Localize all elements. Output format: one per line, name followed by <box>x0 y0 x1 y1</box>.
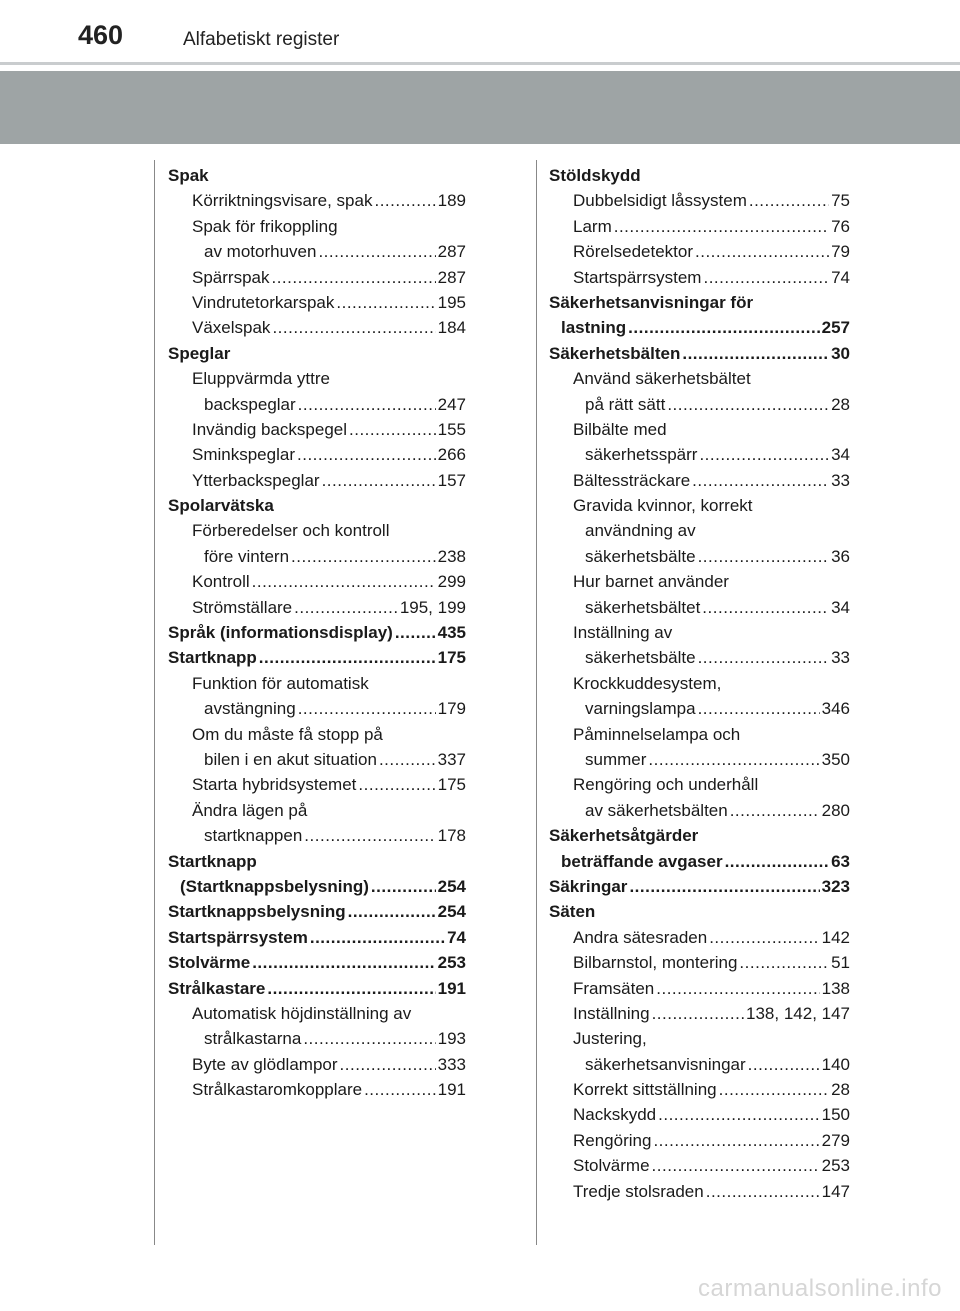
page-reference: 79 <box>831 242 850 262</box>
index-term: Nackskydd <box>573 1105 657 1125</box>
index-entry <box>168 417 466 442</box>
page-reference: 175 <box>437 648 466 668</box>
index-term: Växelspak <box>192 318 271 338</box>
dot-leader <box>371 874 436 899</box>
page-reference: 179 <box>437 699 466 719</box>
index-entry <box>168 493 466 518</box>
index-term: (Startknappsbelysning) <box>180 876 369 896</box>
index-entry <box>549 1102 850 1127</box>
index-term: Körriktningsvisare, spak <box>192 191 373 211</box>
index-entry <box>168 899 466 924</box>
index-term: Startknapp <box>168 648 257 668</box>
index-term: användning av <box>585 521 696 541</box>
index-term: Stöldskydd <box>549 166 641 185</box>
index-entry <box>549 925 850 950</box>
page-reference: 28 <box>831 394 850 414</box>
index-term: beträffande avgaser <box>561 851 723 871</box>
index-term: Använd säkerhetsbältet <box>573 369 751 389</box>
dot-leader <box>719 1077 829 1102</box>
index-term: av säkerhetsbälten <box>585 800 728 820</box>
dot-leader <box>336 290 435 315</box>
index-term: Ytterbackspeglar <box>192 470 320 490</box>
index-term: Startspärrsystem <box>573 267 702 287</box>
page-reference: 253 <box>821 1156 850 1176</box>
index-entry <box>549 544 850 569</box>
page-reference: 147 <box>821 1181 850 1201</box>
index-column-left <box>168 163 466 1102</box>
dot-leader <box>374 188 435 213</box>
page-reference: 74 <box>831 267 850 287</box>
index-entry <box>168 366 466 391</box>
index-entry <box>549 214 850 239</box>
dot-leader <box>658 1102 819 1127</box>
index-entry <box>168 671 466 696</box>
page-reference: 138 <box>821 978 850 998</box>
index-term: Rengöring och underhåll <box>573 775 759 795</box>
index-term: Stolvärme <box>573 1156 650 1176</box>
dot-leader <box>695 239 829 264</box>
dot-leader <box>379 747 436 772</box>
index-term: Rengöring <box>573 1130 652 1150</box>
dot-leader <box>259 645 436 670</box>
index-term: Inställning av <box>573 623 673 643</box>
index-entry <box>168 595 466 620</box>
column-rule-left <box>154 160 155 1245</box>
index-term: Spak för frikoppling <box>192 216 338 236</box>
page-reference: 28 <box>831 1080 850 1100</box>
dot-leader <box>682 341 829 366</box>
dot-leader <box>699 442 829 467</box>
page-reference: 74 <box>447 927 466 947</box>
index-term: strålkastarna <box>204 1029 302 1049</box>
page-reference: 191 <box>437 978 466 998</box>
index-entry <box>549 1001 850 1026</box>
index-term: Justering, <box>573 1029 647 1049</box>
index-entry <box>549 417 850 442</box>
page-reference: 34 <box>831 445 850 465</box>
dot-leader <box>395 620 436 645</box>
index-entry <box>168 950 466 975</box>
index-term: Startknapp <box>168 851 257 871</box>
index-term: varningslampa <box>585 699 696 719</box>
index-term: Automatisk höjdinställning av <box>192 1003 412 1023</box>
index-entry <box>168 392 466 417</box>
index-term: avstängning <box>204 699 296 719</box>
index-term: Stolvärme <box>168 953 251 973</box>
index-term: Andra sätesraden <box>573 927 708 947</box>
dot-leader <box>698 696 820 721</box>
index-entry <box>168 214 466 239</box>
dot-leader <box>698 645 830 670</box>
index-term: startknappen <box>204 826 303 846</box>
page-reference: 337 <box>437 749 466 769</box>
index-entry <box>168 823 466 848</box>
index-entry <box>549 1052 850 1077</box>
dot-leader <box>703 265 829 290</box>
dot-leader <box>298 696 436 721</box>
page-reference: 36 <box>831 546 850 566</box>
index-entry <box>549 823 850 848</box>
index-entry <box>168 315 466 340</box>
index-term: säkerhetsbälte <box>585 648 696 668</box>
index-entry <box>549 265 850 290</box>
index-entry <box>549 1026 850 1051</box>
dot-leader <box>358 772 435 797</box>
dot-leader <box>667 392 829 417</box>
dot-leader <box>322 468 436 493</box>
index-column-right <box>549 163 850 1204</box>
index-term: säkerhetsbältet <box>585 597 701 617</box>
index-term: Bältessträckare <box>573 470 691 490</box>
index-entry <box>168 976 466 1001</box>
dot-leader <box>629 874 819 899</box>
page-reference: 30 <box>831 343 850 363</box>
page-reference: 155 <box>437 419 466 439</box>
index-entry <box>168 772 466 797</box>
dot-leader <box>748 1052 820 1077</box>
index-term: säkerhetsbälte <box>585 546 696 566</box>
index-entry <box>549 493 850 518</box>
dot-leader <box>706 1179 820 1204</box>
index-term: Vindrutetorkarspak <box>192 292 335 312</box>
dot-leader <box>652 1001 744 1026</box>
index-term: Bilbarnstol, montering <box>573 953 738 973</box>
page-reference: 350 <box>821 749 850 769</box>
index-term: Säkerhetsbälten <box>549 343 681 363</box>
dot-leader <box>652 1153 820 1178</box>
page-reference: 76 <box>831 216 850 236</box>
page-reference: 195, 199 <box>399 597 466 617</box>
page-reference: 279 <box>821 1130 850 1150</box>
page-reference: 178 <box>437 826 466 846</box>
column-rule-middle <box>536 160 537 1245</box>
dot-leader <box>267 976 435 1001</box>
index-term: Strålkastaromkopplare <box>192 1080 363 1100</box>
index-entry <box>168 265 466 290</box>
page-reference: 195 <box>437 292 466 312</box>
index-term: före vintern <box>204 546 290 566</box>
dot-leader <box>252 569 436 594</box>
dot-leader <box>291 544 436 569</box>
index-entry <box>168 1052 466 1077</box>
index-entry <box>549 798 850 823</box>
page-reference: 138, 142, 147 <box>746 1003 850 1023</box>
index-entry <box>549 188 850 213</box>
page-reference: 189 <box>437 191 466 211</box>
index-entry <box>549 950 850 975</box>
page-reference: 63 <box>831 851 850 871</box>
index-term: Språk (informationsdisplay) <box>168 623 393 643</box>
page-reference: 266 <box>437 445 466 465</box>
page-reference: 333 <box>437 1054 466 1074</box>
dot-leader <box>648 747 819 772</box>
dot-leader <box>730 798 820 823</box>
dot-leader <box>252 950 435 975</box>
index-term: Starta hybridsystemet <box>192 775 357 795</box>
page-number: 460 <box>78 20 124 50</box>
page-reference: 257 <box>821 318 850 338</box>
page-reference: 280 <box>821 800 850 820</box>
page-reference: 253 <box>437 953 466 973</box>
index-entry <box>168 620 466 645</box>
index-entry <box>549 468 850 493</box>
header-divider <box>0 62 960 65</box>
dot-leader <box>310 925 445 950</box>
index-entry <box>168 798 466 823</box>
index-term: bilen i en akut situation <box>204 749 377 769</box>
index-term: Byte av glödlampor <box>192 1054 338 1074</box>
index-term: Förberedelser och kontroll <box>192 521 390 541</box>
index-term: backspeglar <box>204 394 296 414</box>
page-reference: 175 <box>437 775 466 795</box>
index-entry <box>549 518 850 543</box>
page-reference: 287 <box>437 242 466 262</box>
index-term: säkerhetsspärr <box>585 445 698 465</box>
page-reference: 193 <box>437 1029 466 1049</box>
index-term: Korrekt sittställning <box>573 1080 717 1100</box>
index-term: Påminnelselampa och <box>573 724 741 744</box>
section-title: Alfabetiskt register <box>183 29 340 50</box>
page-reference: 191 <box>437 1080 466 1100</box>
page-reference: 75 <box>831 191 850 211</box>
page-reference: 34 <box>831 597 850 617</box>
page-reference: 184 <box>437 318 466 338</box>
index-entry <box>549 290 850 315</box>
index-entry <box>168 163 466 188</box>
index-term: lastning <box>561 318 627 338</box>
index-term: Dubbelsidigt låssystem <box>573 191 747 211</box>
index-entry <box>168 239 466 264</box>
index-entry <box>549 874 850 899</box>
index-term: Startknappsbelysning <box>168 902 346 922</box>
index-term: Tredje stolsraden <box>573 1181 704 1201</box>
index-term: Inställning <box>573 1003 650 1023</box>
index-term: Strömställare <box>192 597 293 617</box>
index-term: Invändig backspegel <box>192 419 348 439</box>
dot-leader <box>614 214 829 239</box>
dot-leader <box>348 899 436 924</box>
index-term: Spak <box>168 166 209 185</box>
page-reference: 238 <box>437 546 466 566</box>
index-entry <box>168 645 466 670</box>
page-reference: 33 <box>831 470 850 490</box>
index-term: Säkerhetsanvisningar för <box>549 292 754 312</box>
index-entry <box>549 722 850 747</box>
index-entry <box>168 722 466 747</box>
index-entry <box>168 569 466 594</box>
index-term: Sminkspeglar <box>192 445 295 465</box>
header-band <box>0 71 960 144</box>
index-term: Kontroll <box>192 572 250 592</box>
index-term: Spolarvätska <box>168 496 274 516</box>
index-term: säkerhetsanvisningar <box>585 1054 746 1074</box>
index-entry <box>549 392 850 417</box>
dot-leader <box>702 595 829 620</box>
index-term: Säkringar <box>549 876 628 896</box>
index-term: Gravida kvinnor, korrekt <box>573 496 753 516</box>
index-entry <box>168 1026 466 1051</box>
index-term: Säten <box>549 902 596 922</box>
index-entry <box>168 442 466 467</box>
index-entry <box>549 976 850 1001</box>
index-entry <box>549 747 850 772</box>
index-entry <box>549 772 850 797</box>
page-reference: 51 <box>831 953 850 973</box>
index-term: Startspärrsystem <box>168 927 308 947</box>
index-entry <box>549 1153 850 1178</box>
index-term: Framsäten <box>573 978 655 998</box>
index-term: Spärrspak <box>192 267 270 287</box>
index-entry <box>168 1001 466 1026</box>
dot-leader <box>364 1077 436 1102</box>
index-term: Larm <box>573 216 612 236</box>
dot-leader <box>272 315 435 340</box>
index-entry <box>549 696 850 721</box>
page-reference: 254 <box>437 902 466 922</box>
index-entry <box>549 645 850 670</box>
index-entry <box>168 544 466 569</box>
index-entry <box>168 925 466 950</box>
page-reference: 142 <box>821 927 850 947</box>
dot-leader <box>271 265 435 290</box>
dot-leader <box>298 392 436 417</box>
index-entry <box>168 696 466 721</box>
page-reference: 157 <box>437 470 466 490</box>
index-entry <box>168 747 466 772</box>
index-entry <box>549 620 850 645</box>
dot-leader <box>304 823 435 848</box>
dot-leader <box>318 239 435 264</box>
page-reference: 247 <box>437 394 466 414</box>
page-reference: 435 <box>437 623 466 643</box>
index-entry <box>549 671 850 696</box>
index-entry <box>168 874 466 899</box>
dot-leader <box>349 417 436 442</box>
index-term: Eluppvärmda yttre <box>192 369 330 389</box>
page-reference: 33 <box>831 648 850 668</box>
index-term: Hur barnet använder <box>573 572 729 592</box>
dot-leader <box>749 188 829 213</box>
page-reference: 323 <box>821 876 850 896</box>
dot-leader <box>725 849 830 874</box>
index-entry <box>549 849 850 874</box>
dot-leader <box>739 950 829 975</box>
dot-leader <box>656 976 819 1001</box>
dot-leader <box>297 442 436 467</box>
index-entry <box>168 341 466 366</box>
page-reference: 140 <box>821 1054 850 1074</box>
index-term: Funktion för automatisk <box>192 673 369 693</box>
dot-leader <box>653 1128 819 1153</box>
index-term: Strålkastare <box>168 978 266 998</box>
index-entry <box>168 188 466 213</box>
dot-leader <box>692 468 829 493</box>
page-reference: 254 <box>437 876 466 896</box>
dot-leader <box>709 925 819 950</box>
index-term: av motorhuven <box>204 242 317 262</box>
index-entry <box>549 239 850 264</box>
dot-leader <box>698 544 830 569</box>
index-entry <box>168 468 466 493</box>
index-entry <box>549 1077 850 1102</box>
index-entry <box>549 163 850 188</box>
index-entry <box>549 341 850 366</box>
index-term: Om du måste få stopp på <box>192 724 383 744</box>
index-term: Speglar <box>168 343 231 363</box>
index-entry <box>168 849 466 874</box>
index-entry <box>168 518 466 543</box>
index-term: Krockkuddesystem, <box>573 673 722 693</box>
page-reference: 287 <box>437 267 466 287</box>
dot-leader <box>303 1026 435 1051</box>
page-reference: 150 <box>821 1105 850 1125</box>
index-entry <box>549 569 850 594</box>
index-term: Ändra lägen på <box>192 800 308 820</box>
dot-leader <box>294 595 398 620</box>
index-entry <box>549 442 850 467</box>
watermark: carmanualsonline.info <box>698 1275 942 1302</box>
index-term: på rätt sätt <box>585 394 666 414</box>
index-term: Säkerhetsåtgärder <box>549 826 699 846</box>
index-entry <box>549 1128 850 1153</box>
index-entry <box>549 1179 850 1204</box>
index-entry <box>549 899 850 924</box>
index-entry <box>549 315 850 340</box>
dot-leader <box>628 315 819 340</box>
index-term: summer <box>585 749 647 769</box>
dot-leader <box>340 1052 436 1077</box>
page-reference: 299 <box>437 572 466 592</box>
index-entry <box>168 290 466 315</box>
page-reference: 346 <box>821 699 850 719</box>
index-term: Bilbälte med <box>573 419 667 439</box>
index-entry <box>549 366 850 391</box>
index-term: Rörelsedetektor <box>573 242 694 262</box>
index-entry <box>168 1077 466 1102</box>
index-entry <box>549 595 850 620</box>
